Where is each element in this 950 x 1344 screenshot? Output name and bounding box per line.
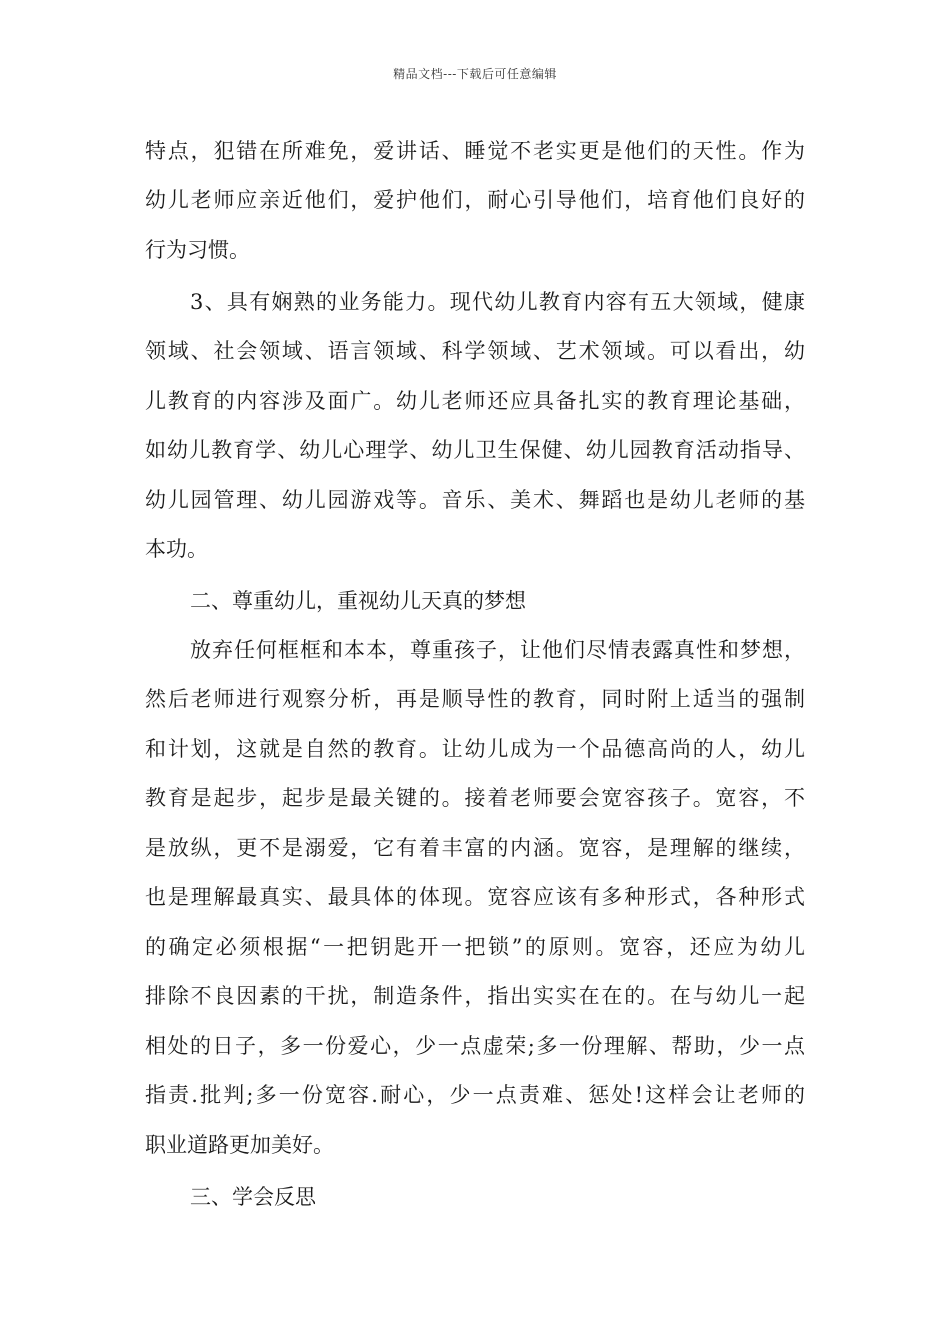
text-line: 3、具有娴熟的业务能力。现代幼儿教育内容有五大领域，健康 <box>190 290 805 314</box>
text-line: 教育是起步，起步是最关键的。接着老师要会宽容孩子。宽容，不 <box>145 786 805 810</box>
text-line: 和计划，这就是自然的教育。让幼儿成为一个品德高尚的人，幼儿 <box>145 737 805 761</box>
text-line: 职业道路更加美好。 <box>145 1133 334 1157</box>
text-line: 是放纵，更不是溺爱，它有着丰富的内涵。宽容，是理解的继续， <box>145 836 805 860</box>
text-line: 幼儿园管理、幼儿园游戏等。音乐、美术、舞蹈也是幼儿老师的基 <box>145 488 805 512</box>
section-heading: 二、尊重幼儿，重视幼儿天真的梦想 <box>190 589 526 613</box>
section-heading: 三、学会反思 <box>190 1185 316 1209</box>
text-line: 指责.批判;多一份宽容.耐心，少一点责难、惩处!这样会让老师的 <box>145 1083 805 1107</box>
text-line: 儿教育的内容涉及面广。幼儿老师还应具备扎实的教育理论基础， <box>145 389 805 413</box>
text-line: 排除不良因素的干扰，制造条件，指出实实在在的。在与幼儿一起 <box>145 984 805 1008</box>
text-line: 本功。 <box>145 537 208 561</box>
text-line: 如幼儿教育学、幼儿心理学、幼儿卫生保健、幼儿园教育活动指导、 <box>145 438 805 462</box>
text-line: 特点，犯错在所难免，爱讲话、睡觉不老实更是他们的天性。作为 <box>145 139 805 163</box>
text-line: 然后老师进行观察分析，再是顺导性的教育，同时附上适当的强制 <box>145 687 805 711</box>
text-line: 也是理解最真实、最具体的体现。宽容应该有多种形式，各种形式 <box>145 885 805 909</box>
text-line: 相处的日子，多一份爱心，少一点虚荣;多一份理解、帮助，少一点 <box>145 1034 805 1058</box>
text-line: 放弃任何框框和本本，尊重孩子，让他们尽情表露真性和梦想， <box>190 638 805 662</box>
text-line: 领域、社会领域、语言领域、科学领域、艺术领域。可以看出，幼 <box>145 339 805 363</box>
text-line: 幼儿老师应亲近他们，爱护他们，耐心引导他们，培育他们良好的 <box>145 188 805 212</box>
page-header: 精品文档---下载后可任意编辑 <box>393 67 557 81</box>
text-line: 行为习惯。 <box>145 238 250 262</box>
text-line: 的确定必须根据“一把钥匙开一把锁”的原则。宽容，还应为幼儿 <box>145 935 805 959</box>
